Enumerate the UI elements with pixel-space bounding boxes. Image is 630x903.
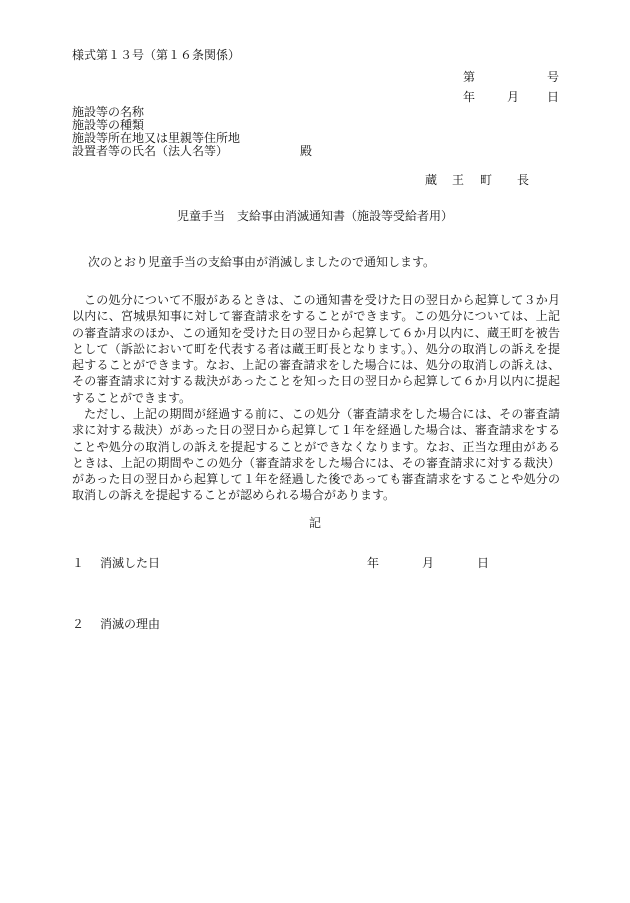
item-label: 消滅した日 (100, 556, 161, 570)
facility-name-label: 施設等の名称 (72, 105, 145, 119)
item-extinction-date (72, 556, 160, 571)
number-suffix: 号 (547, 70, 560, 84)
issuer-char: 蔵 (425, 173, 438, 187)
date-day: 日 (547, 90, 560, 104)
facility-type-label: 施設等の種類 (72, 118, 145, 132)
owner-name-label: 設置者等の氏名（法人名等） (72, 144, 229, 158)
proviso-paragraph: ただし、上記の期間が経過する前に、この処分（審査請求をした場合には、その審査請求に対する裁決）があった日の翌日から起算して１年を経過した場合は、審査請求をすることや処分の取消しの訴えを提起することができなくなります。なお、正当な理由があるときは、上記の期間やこの処分（審査請求をした場合には、その審査請求に対する裁決）があった日の翌日から起算して１年を経過した後であっても審査請求をすることや処分の取消しの訴えを提起することが認められる場合があります。 (72, 407, 560, 503)
facility-address-label: 施設等所在地又は里親等住所地 (72, 131, 241, 145)
extinction-day: 日 (477, 556, 490, 570)
date-year: 年 (463, 90, 476, 104)
form-number: 様式第１３号（第１６条関係） (72, 48, 241, 62)
recipient-block (72, 105, 313, 158)
item-label: 消滅の理由 (100, 617, 161, 631)
issuer-char: 町 (480, 173, 493, 187)
item-number: １ (72, 556, 85, 570)
item-extinction-reason (72, 617, 160, 632)
appeal-paragraph: この処分について不服があるときは、この通知書を受けた日の翌日から起算して３か月以内に、宮城県知事に対して審査請求をすることができます。この処分については、上記の審査請求のほか、この通知を受けた日の翌日から起算して６か月以内に、蔵王町を被告として（訴訟において町を代表する者は蔵王町長となります。）、処分の取消しの訴えを提起することができます。なお、上記の審査請求をした場合には、処分の取消しの訴えは、その審査請求に対する裁決があったことを知った日の翌日から起算して６か月以内に提起することができます。 (72, 293, 560, 405)
owner-name-row (72, 144, 313, 158)
extinction-month: 月 (422, 556, 435, 570)
honorific: 殿 (300, 144, 313, 158)
item-number: ２ (72, 617, 85, 631)
ki-heading: 記 (308, 516, 321, 530)
number-prefix: 第 (463, 70, 476, 84)
extinction-year: 年 (367, 556, 380, 570)
notice-text: 次のとおり児童手当の支給事由が消滅しましたので通知します。 (88, 255, 436, 269)
date-month: 月 (507, 90, 520, 104)
issuer-char: 王 (452, 173, 465, 187)
document-title: 児童手当 支給事由消滅通知書（施設等受給者用） (176, 209, 453, 223)
issuer-char: 長 (517, 173, 530, 187)
